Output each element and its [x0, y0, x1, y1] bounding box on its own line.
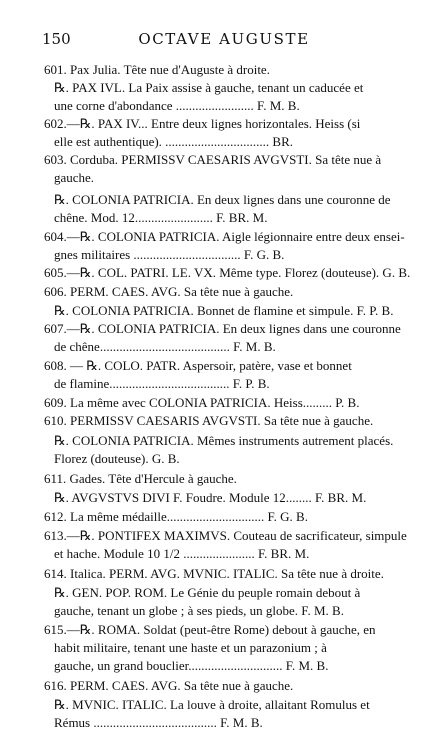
text-line: 608. — ℞. COLO. PATR. Aspersoir, patère, vase et bonnet — [44, 358, 352, 373]
text-line: une corne d'abondance ........................ F. M. B. — [54, 98, 300, 113]
text-line: ℞. COLONIA PATRICIA. En deux lignes dans une couronne de — [54, 192, 391, 207]
page-header — [42, 30, 406, 52]
text-line: de chêne........................................ F. M. B. — [54, 339, 276, 354]
text-line: et hache. Module 10 1/2 ...................... F. BR. M. — [54, 546, 310, 561]
text-line: 601. Pax Julia. Tête nue d'Auguste à droite. — [44, 62, 270, 77]
text-line: elle est authentique). ................................ BR. — [54, 134, 294, 149]
text-line: 603. Corduba. PERMISSV CAESARIS AVGVSTI. Sa tête nue à — [44, 152, 382, 167]
text-line: 611. Gades. Tête d'Hercule à gauche. — [44, 471, 237, 486]
text-line: 607.—℞. COLONIA PATRICIA. En deux lignes dans une couronne — [44, 321, 401, 336]
text-line: Florez (douteuse). G. B. — [54, 451, 180, 466]
text-line: chêne. Mod. 12........................ F. BR. M. — [54, 210, 268, 225]
text-line: de flamine..................................... F. P. B. — [54, 376, 270, 391]
text-line: 613.—℞. PONTIFEX MAXIMVS. Couteau de sacrificateur, simpule — [44, 528, 407, 543]
page-number: 150 — [42, 30, 71, 48]
text-line: ℞. PAX IVL. La Paix assise à gauche, tenant un caducée et — [54, 80, 364, 95]
text-line: 614. Italica. PERM. AVG. MVNIC. ITALIC. Sa tête nue à droite. — [44, 566, 384, 581]
text-line: 606. PERM. CAES. AVG. Sa tête nue à gauche. — [44, 284, 294, 299]
text-line: gauche, un grand bouclier............................. F. M. B. — [54, 658, 329, 673]
running-head: OCTAVE AUGUSTE — [138, 30, 310, 48]
text-line: 616. PERM. CAES. AVG. Sa tête nue à gauche. — [44, 678, 294, 693]
text-line: 610. PERMISSV CAESARIS AVGVSTI. Sa tête nue à gauche. — [44, 413, 374, 428]
text-line: 604.—℞. COLONIA PATRICIA. Aigle légionnaire entre deux ensei- — [44, 229, 405, 244]
text-line: gauche. — [54, 170, 95, 185]
text-line: ℞. COLONIA PATRICIA. Bonnet de flamine et simpule. F. P. B. — [54, 303, 394, 318]
text-line: Rémus ...................................... F. M. B. — [54, 715, 263, 730]
text-line: 609. La même avec COLONIA PATRICIA. Heiss......... P. B. — [44, 395, 360, 410]
text-line: 602.—℞. PAX IV... Entre deux lignes horizontales. Heiss (si — [44, 116, 361, 131]
text-line: ℞. COLONIA PATRICIA. Mêmes instruments autrement placés. — [54, 433, 394, 448]
text-line: habit militaire, tenant une haste et un parazonium ; à — [54, 640, 327, 655]
text-line: gauche, tenant un globe ; à ses pieds, un globe. F. M. B. — [54, 603, 344, 618]
text-line: ℞. GEN. POP. ROM. Le Génie du peuple romain debout à — [54, 585, 361, 600]
text-line: gnes militaires ................................. F. G. B. — [54, 247, 285, 262]
text-line: ℞. AVGVSTVS DIVI F. Foudre. Module 12........ F. BR. M. — [54, 490, 367, 505]
text-line: ℞. MVNIC. ITALIC. La louve à droite, allaitant Romulus et — [54, 697, 370, 712]
text-line: 612. La même médaille.............................. F. G. B. — [44, 509, 308, 524]
text-line: 605.—℞. COL. PATRI. LE. VX. Même type. Florez (douteuse). G. B. — [44, 265, 411, 280]
text-line: 615.—℞. ROMA. Soldat (peut-être Rome) debout à gauche, en — [44, 622, 376, 637]
